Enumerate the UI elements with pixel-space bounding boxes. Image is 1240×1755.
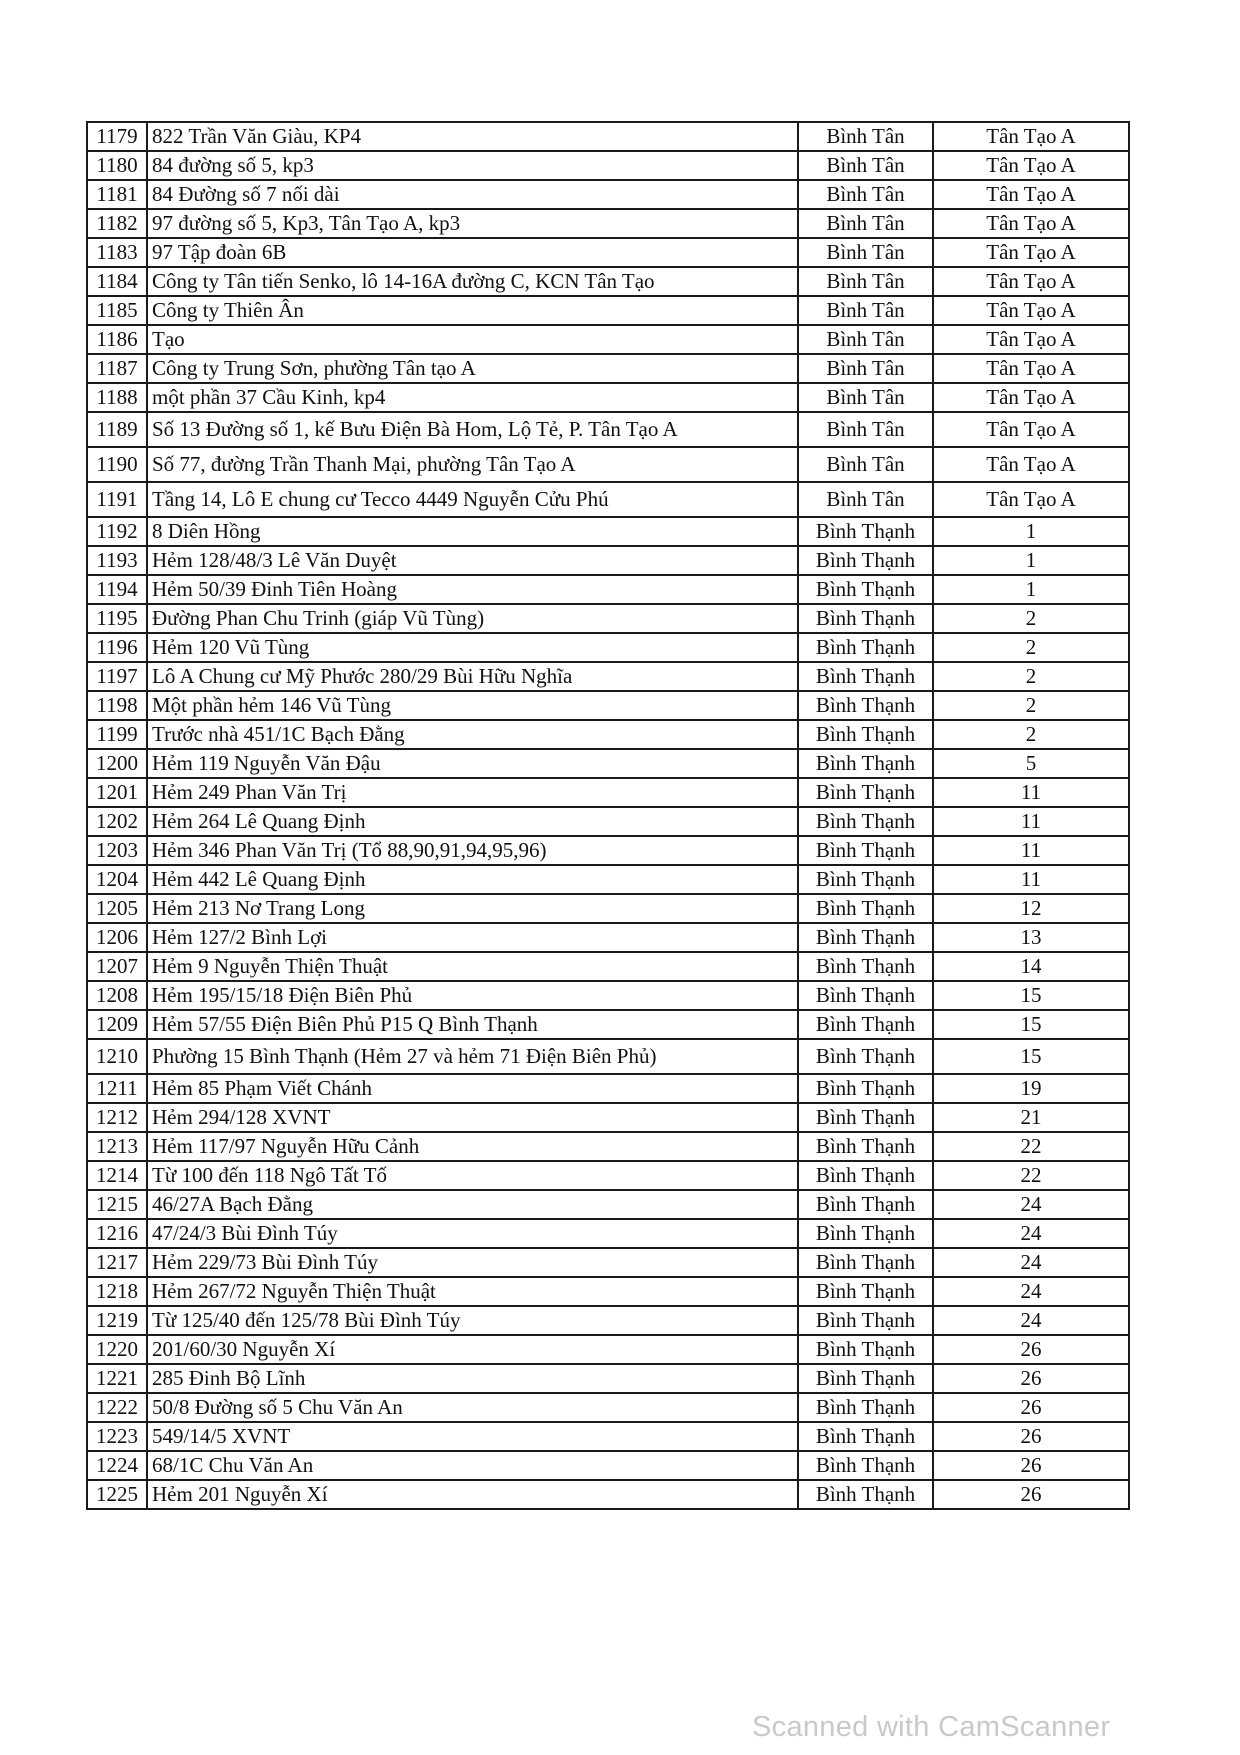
table-row [87, 412, 1129, 447]
district-cell: Bình Tân [798, 325, 933, 354]
district-cell: Bình Tân [798, 383, 933, 412]
table-row [87, 122, 1129, 151]
row-number: 1218 [87, 1277, 147, 1306]
table-row [87, 807, 1129, 836]
row-number: 1183 [87, 238, 147, 267]
address-cell: Đường Phan Chu Trinh (giáp Vũ Tùng) [147, 604, 798, 633]
address-cell: Tạo [147, 325, 798, 354]
address-cell: Hẻm 9 Nguyễn Thiện Thuật [147, 952, 798, 981]
ward-cell: 11 [933, 865, 1129, 894]
ward-cell: 11 [933, 836, 1129, 865]
address-cell: Hẻm 201 Nguyễn Xí [147, 1480, 798, 1509]
district-cell: Bình Thạnh [798, 1364, 933, 1393]
row-number: 1181 [87, 180, 147, 209]
row-number: 1220 [87, 1335, 147, 1364]
table-row [87, 1422, 1129, 1451]
ward-cell: 2 [933, 633, 1129, 662]
row-number: 1210 [87, 1039, 147, 1074]
district-cell: Bình Tân [798, 209, 933, 238]
district-cell: Bình Thạnh [798, 1010, 933, 1039]
ward-cell: 26 [933, 1364, 1129, 1393]
table-row [87, 1393, 1129, 1422]
district-cell: Bình Thạnh [798, 1277, 933, 1306]
district-cell: Bình Thạnh [798, 662, 933, 691]
ward-cell: 13 [933, 923, 1129, 952]
ward-cell: 24 [933, 1190, 1129, 1219]
ward-cell: 26 [933, 1480, 1129, 1509]
ward-cell: 22 [933, 1132, 1129, 1161]
table-row [87, 1132, 1129, 1161]
address-cell: Từ 125/40 đến 125/78 Bùi Đình Túy [147, 1306, 798, 1335]
address-cell: Công ty Thiên Ân [147, 296, 798, 325]
ward-cell: 2 [933, 720, 1129, 749]
ward-cell: 26 [933, 1422, 1129, 1451]
row-number: 1198 [87, 691, 147, 720]
table-row [87, 296, 1129, 325]
address-cell: Hẻm 213 Nơ Trang Long [147, 894, 798, 923]
table-row [87, 267, 1129, 296]
address-cell: Trước nhà 451/1C Bạch Đằng [147, 720, 798, 749]
address-cell: 97 Tập đoàn 6B [147, 238, 798, 267]
table-row [87, 836, 1129, 865]
address-cell: 8 Diên Hồng [147, 517, 798, 546]
table-row [87, 447, 1129, 482]
ward-cell: 21 [933, 1103, 1129, 1132]
row-number: 1188 [87, 383, 147, 412]
district-cell: Bình Thạnh [798, 981, 933, 1010]
district-cell: Bình Tân [798, 267, 933, 296]
district-cell: Bình Thạnh [798, 923, 933, 952]
district-cell: Bình Thạnh [798, 1248, 933, 1277]
table-row [87, 517, 1129, 546]
address-cell: Số 13 Đường số 1, kế Bưu Điện Bà Hom, Lộ Tẻ, P. Tân Tạo A [147, 412, 798, 447]
row-number: 1222 [87, 1393, 147, 1422]
table-row [87, 354, 1129, 383]
address-cell: 68/1C Chu Văn An [147, 1451, 798, 1480]
ward-cell: 14 [933, 952, 1129, 981]
ward-cell: 1 [933, 517, 1129, 546]
district-cell: Bình Thạnh [798, 1335, 933, 1364]
table-row [87, 749, 1129, 778]
row-number: 1202 [87, 807, 147, 836]
scanner-watermark: Scanned with CamScanner [752, 1711, 1111, 1743]
row-number: 1200 [87, 749, 147, 778]
ward-cell: Tân Tạo A [933, 151, 1129, 180]
table-row [87, 633, 1129, 662]
district-cell: Bình Tân [798, 122, 933, 151]
district-cell: Bình Thạnh [798, 1306, 933, 1335]
ward-cell: 2 [933, 662, 1129, 691]
address-cell: một phần 37 Cầu Kinh, kp4 [147, 383, 798, 412]
district-cell: Bình Thạnh [798, 1074, 933, 1103]
address-cell: 46/27A Bạch Đằng [147, 1190, 798, 1219]
address-cell: Hẻm 119 Nguyễn Văn Đậu [147, 749, 798, 778]
ward-cell: Tân Tạo A [933, 209, 1129, 238]
ward-cell: 24 [933, 1248, 1129, 1277]
ward-cell: 26 [933, 1393, 1129, 1422]
ward-cell: 5 [933, 749, 1129, 778]
address-table-body [87, 122, 1129, 1509]
address-cell: 97 đường số 5, Kp3, Tân Tạo A, kp3 [147, 209, 798, 238]
ward-cell: 12 [933, 894, 1129, 923]
address-cell: Công ty Trung Sơn, phường Tân tạo A [147, 354, 798, 383]
address-cell: Lô A Chung cư Mỹ Phước 280/29 Bùi Hữu Nghĩa [147, 662, 798, 691]
ward-cell: 2 [933, 604, 1129, 633]
address-cell: 84 đường số 5, kp3 [147, 151, 798, 180]
row-number: 1196 [87, 633, 147, 662]
address-cell: Hẻm 195/15/18 Điện Biên Phủ [147, 981, 798, 1010]
table-row [87, 865, 1129, 894]
ward-cell: Tân Tạo A [933, 325, 1129, 354]
row-number: 1213 [87, 1132, 147, 1161]
table-row [87, 604, 1129, 633]
table-row [87, 1103, 1129, 1132]
address-cell: Hẻm 442 Lê Quang Định [147, 865, 798, 894]
ward-cell: 15 [933, 1010, 1129, 1039]
district-cell: Bình Thạnh [798, 1132, 933, 1161]
ward-cell: 26 [933, 1335, 1129, 1364]
district-cell: Bình Thạnh [798, 952, 933, 981]
table-row [87, 1277, 1129, 1306]
district-cell: Bình Thạnh [798, 1161, 933, 1190]
address-cell: Tầng 14, Lô E chung cư Tecco 4449 Nguyễn Cửu Phú [147, 482, 798, 517]
district-cell: Bình Thạnh [798, 604, 933, 633]
row-number: 1195 [87, 604, 147, 633]
address-cell: Hẻm 294/128 XVNT [147, 1103, 798, 1132]
row-number: 1214 [87, 1161, 147, 1190]
row-number: 1199 [87, 720, 147, 749]
district-cell: Bình Thạnh [798, 1103, 933, 1132]
address-cell: Số 77, đường Trần Thanh Mại, phường Tân Tạo A [147, 447, 798, 482]
ward-cell: 15 [933, 981, 1129, 1010]
table-row [87, 923, 1129, 952]
table-row [87, 1248, 1129, 1277]
address-cell: 47/24/3 Bùi Đình Túy [147, 1219, 798, 1248]
row-number: 1203 [87, 836, 147, 865]
ward-cell: Tân Tạo A [933, 412, 1129, 447]
table-row [87, 952, 1129, 981]
ward-cell: Tân Tạo A [933, 383, 1129, 412]
address-cell: Hẻm 57/55 Điện Biên Phủ P15 Q Bình Thạnh [147, 1010, 798, 1039]
row-number: 1190 [87, 447, 147, 482]
address-cell: Hẻm 120 Vũ Tùng [147, 633, 798, 662]
row-number: 1212 [87, 1103, 147, 1132]
table-row [87, 720, 1129, 749]
table-row [87, 981, 1129, 1010]
address-cell: Hẻm 85 Phạm Viết Chánh [147, 1074, 798, 1103]
table-row [87, 1364, 1129, 1393]
table-row [87, 209, 1129, 238]
address-cell: Hẻm 346 Phan Văn Trị (Tổ 88,90,91,94,95,96) [147, 836, 798, 865]
ward-cell: 24 [933, 1219, 1129, 1248]
ward-cell: Tân Tạo A [933, 238, 1129, 267]
ward-cell: 11 [933, 807, 1129, 836]
district-cell: Bình Tân [798, 354, 933, 383]
table-row [87, 546, 1129, 575]
district-cell: Bình Tân [798, 296, 933, 325]
address-table [86, 121, 1130, 1510]
row-number: 1184 [87, 267, 147, 296]
row-number: 1221 [87, 1364, 147, 1393]
table-row [87, 1190, 1129, 1219]
ward-cell: 24 [933, 1306, 1129, 1335]
address-cell: Hẻm 249 Phan Văn Trị [147, 778, 798, 807]
district-cell: Bình Thạnh [798, 633, 933, 662]
table-row [87, 691, 1129, 720]
address-cell: Hẻm 50/39 Đinh Tiên Hoàng [147, 575, 798, 604]
district-cell: Bình Thạnh [798, 691, 933, 720]
ward-cell: 11 [933, 778, 1129, 807]
address-cell: 84 Đường số 7 nối dài [147, 180, 798, 209]
ward-cell: Tân Tạo A [933, 122, 1129, 151]
row-number: 1191 [87, 482, 147, 517]
ward-cell: 19 [933, 1074, 1129, 1103]
address-cell: 549/14/5 XVNT [147, 1422, 798, 1451]
table-row [87, 894, 1129, 923]
district-cell: Bình Thạnh [798, 1422, 933, 1451]
district-cell: Bình Tân [798, 238, 933, 267]
ward-cell: 1 [933, 575, 1129, 604]
district-cell: Bình Thạnh [798, 1039, 933, 1074]
table-row [87, 151, 1129, 180]
row-number: 1208 [87, 981, 147, 1010]
ward-cell: Tân Tạo A [933, 296, 1129, 325]
row-number: 1219 [87, 1306, 147, 1335]
address-cell: Hẻm 117/97 Nguyễn Hữu Cảnh [147, 1132, 798, 1161]
address-cell: Từ 100 đến 118 Ngô Tất Tố [147, 1161, 798, 1190]
district-cell: Bình Thạnh [798, 1393, 933, 1422]
row-number: 1224 [87, 1451, 147, 1480]
ward-cell: 1 [933, 546, 1129, 575]
district-cell: Bình Thạnh [798, 894, 933, 923]
district-cell: Bình Thạnh [798, 575, 933, 604]
district-cell: Bình Tân [798, 151, 933, 180]
row-number: 1225 [87, 1480, 147, 1509]
row-number: 1207 [87, 952, 147, 981]
address-cell: Công ty Tân tiến Senko, lô 14-16A đường C, KCN Tân Tạo [147, 267, 798, 296]
district-cell: Bình Thạnh [798, 1451, 933, 1480]
ward-cell: 24 [933, 1277, 1129, 1306]
ward-cell: Tân Tạo A [933, 180, 1129, 209]
table-row [87, 662, 1129, 691]
table-row [87, 1074, 1129, 1103]
table-row [87, 1306, 1129, 1335]
row-number: 1180 [87, 151, 147, 180]
ward-cell: 2 [933, 691, 1129, 720]
ward-cell: Tân Tạo A [933, 267, 1129, 296]
district-cell: Bình Thạnh [798, 749, 933, 778]
row-number: 1193 [87, 546, 147, 575]
table-row [87, 180, 1129, 209]
district-cell: Bình Thạnh [798, 546, 933, 575]
ward-cell: 26 [933, 1451, 1129, 1480]
district-cell: Bình Tân [798, 180, 933, 209]
district-cell: Bình Tân [798, 447, 933, 482]
table-row [87, 1480, 1129, 1509]
row-number: 1179 [87, 122, 147, 151]
address-cell: Hẻm 264 Lê Quang Định [147, 807, 798, 836]
row-number: 1215 [87, 1190, 147, 1219]
row-number: 1194 [87, 575, 147, 604]
ward-cell: 15 [933, 1039, 1129, 1074]
district-cell: Bình Thạnh [798, 807, 933, 836]
address-cell: 201/60/30 Nguyễn Xí [147, 1335, 798, 1364]
table-row [87, 1161, 1129, 1190]
table-row [87, 1335, 1129, 1364]
district-cell: Bình Thạnh [798, 836, 933, 865]
row-number: 1186 [87, 325, 147, 354]
district-cell: Bình Thạnh [798, 1480, 933, 1509]
table-row [87, 383, 1129, 412]
row-number: 1187 [87, 354, 147, 383]
row-number: 1211 [87, 1074, 147, 1103]
ward-cell: Tân Tạo A [933, 482, 1129, 517]
row-number: 1192 [87, 517, 147, 546]
district-cell: Bình Thạnh [798, 720, 933, 749]
ward-cell: Tân Tạo A [933, 447, 1129, 482]
table-row [87, 1010, 1129, 1039]
table-row [87, 325, 1129, 354]
district-cell: Bình Thạnh [798, 778, 933, 807]
table-row [87, 778, 1129, 807]
address-cell: Một phần hẻm 146 Vũ Tùng [147, 691, 798, 720]
address-cell: Hẻm 127/2 Bình Lợi [147, 923, 798, 952]
row-number: 1182 [87, 209, 147, 238]
address-cell: 822 Trần Văn Giàu, KP4 [147, 122, 798, 151]
row-number: 1189 [87, 412, 147, 447]
row-number: 1185 [87, 296, 147, 325]
row-number: 1216 [87, 1219, 147, 1248]
address-cell: Hẻm 229/73 Bùi Đình Túy [147, 1248, 798, 1277]
row-number: 1205 [87, 894, 147, 923]
table-row [87, 482, 1129, 517]
address-cell: Phường 15 Bình Thạnh (Hẻm 27 và hẻm 71 Điện Biên Phủ) [147, 1039, 798, 1074]
district-cell: Bình Thạnh [798, 865, 933, 894]
table-row [87, 575, 1129, 604]
table-row [87, 238, 1129, 267]
row-number: 1209 [87, 1010, 147, 1039]
row-number: 1204 [87, 865, 147, 894]
address-cell: Hẻm 128/48/3 Lê Văn Duyệt [147, 546, 798, 575]
row-number: 1206 [87, 923, 147, 952]
district-cell: Bình Tân [798, 412, 933, 447]
row-number: 1223 [87, 1422, 147, 1451]
district-cell: Bình Thạnh [798, 1219, 933, 1248]
address-cell: Hẻm 267/72 Nguyễn Thiện Thuật [147, 1277, 798, 1306]
district-cell: Bình Thạnh [798, 1190, 933, 1219]
row-number: 1201 [87, 778, 147, 807]
ward-cell: Tân Tạo A [933, 354, 1129, 383]
row-number: 1217 [87, 1248, 147, 1277]
row-number: 1197 [87, 662, 147, 691]
district-cell: Bình Tân [798, 482, 933, 517]
table-row [87, 1451, 1129, 1480]
table-row [87, 1039, 1129, 1074]
ward-cell: 22 [933, 1161, 1129, 1190]
address-cell: 50/8 Đường số 5 Chu Văn An [147, 1393, 798, 1422]
address-cell: 285 Đinh Bộ Lĩnh [147, 1364, 798, 1393]
table-row [87, 1219, 1129, 1248]
district-cell: Bình Thạnh [798, 517, 933, 546]
